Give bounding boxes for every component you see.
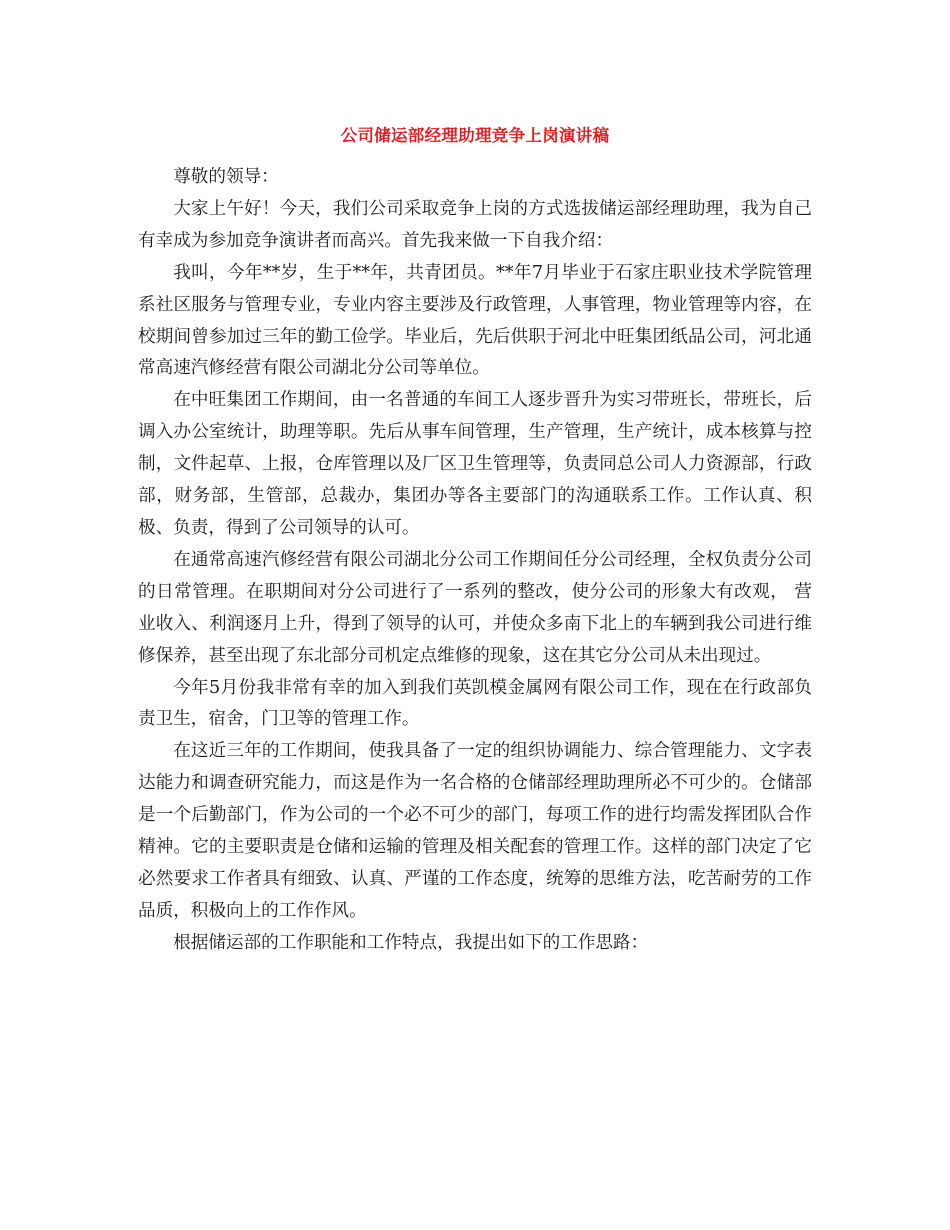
- abilities-paragraph: 在这近三年的工作期间，使我具备了一定的组织协调能力、综合管理能力、文字表达能力和调查研究能力，而这是作为一名合格的仓储部经理助理所必不可少的。仓储部是一个后勤部门，作为公司的一个必不可少的部门，每项工作的进行均需发挥团队合作精神。它的主要职责是仓储和运输的管理及相关配套的管理工作。这样的部门决定了它必然要求工作者具有细致、认真、严谨的工作态度，统筹的思维方法，吃苦耐劳的工作品质，积极向上的工作作风。: [138, 741, 812, 921]
- greeting-paragraph: 大家上午好！今天，我们公司采取竞争上岗的方式选拔储运部经理助理，我为自己有幸成为参加竞争演讲者而高兴。首先我来做一下自我介绍：: [138, 198, 812, 251]
- hubei-branch-experience-paragraph: 在通常高速汽修经营有限公司湖北分公司工作期间任分公司经理，全权负责分公司的日常管理。在职期间对分公司进行了一系列的整改，使分公司的形象大有改观， 营业收入、利润逐月上升，得到了领导的认可，并使众多南下北上的车辆到我公司进行维修保养，甚至出现了东北部分司机定点维修的现象，这在其它分公司从未出现过。: [138, 549, 812, 666]
- current-position-paragraph: 今年5月份我非常有幸的加入到我们英凯模金属网有限公司工作，现在在行政部负责卫生，宿舍，门卫等的管理工作。: [138, 677, 812, 730]
- salutation-paragraph: 尊敬的领导：: [173, 167, 279, 187]
- document-title: 公司储运部经理助理竞争上岗演讲稿: [340, 126, 610, 145]
- document-body: [138, 162, 812, 960]
- zhongwang-experience-paragraph: 在中旺集团工作期间，由一名普通的车间工人逐步晋升为实习带班长，带班长，后调入办公室统计，助理等职。先后从事车间管理，生产管理，生产统计，成本核算与控制，文件起草、上报，仓库管理以及厂区卫生管理等，负责同总公司人力资源部，行政部，财务部，生管部，总裁办，集团办等各主要部门的沟通联系工作。工作认真、积极、负责，得到了公司领导的认可。: [138, 390, 812, 538]
- work-plan-intro-paragraph: 根据储运部的工作职能和工作特点，我提出如下的工作思路：: [173, 932, 649, 953]
- self-introduction-paragraph: 我叫，今年**岁，生于**年，共青团员。**年7月毕业于石家庄职业技术学院管理系社区服务与管理专业，专业内容主要涉及行政管理，人事管理，物业管理等内容，在校期间曾参加过三年的勤工俭学。毕业后，先后供职于河北中旺集团纸品公司，河北通常高速汽修经营有限公司湖北分公司等单位。: [138, 262, 812, 379]
